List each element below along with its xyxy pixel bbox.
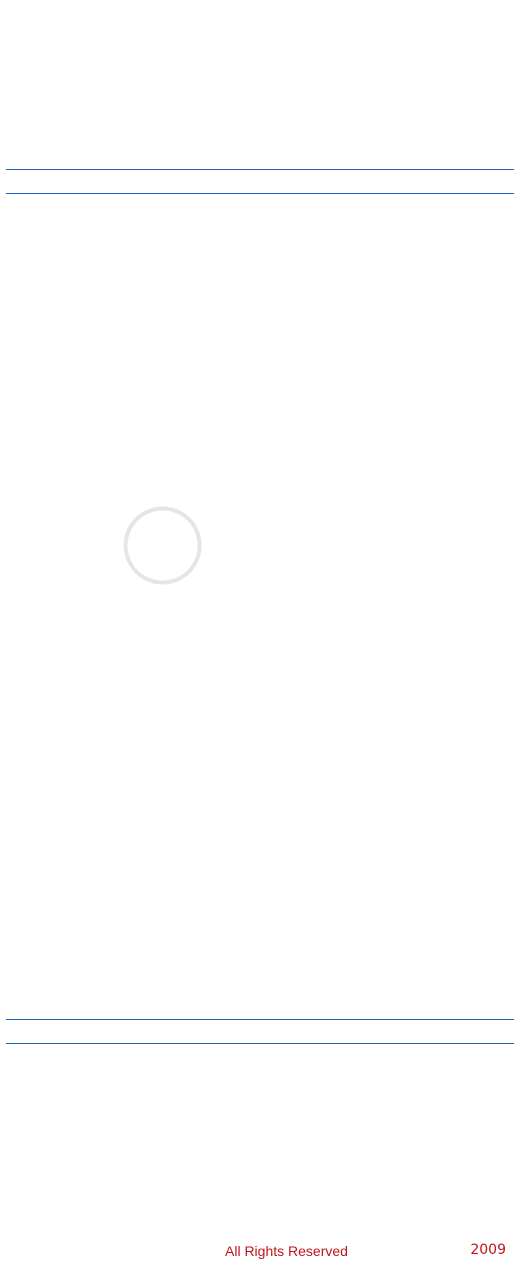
band-underline bbox=[6, 193, 514, 194]
paragraph bbox=[8, 796, 512, 988]
paragraph bbox=[8, 204, 512, 372]
paragraph bbox=[8, 92, 512, 140]
article-subheading bbox=[10, 58, 510, 86]
callout-band bbox=[6, 146, 514, 194]
footer-copyright bbox=[470, 1240, 506, 1260]
article-headline bbox=[10, 4, 510, 46]
paragraph bbox=[8, 1080, 512, 1230]
footer bbox=[0, 1238, 520, 1264]
band-underline bbox=[6, 1019, 514, 1020]
footer-copyright-year: 2009 bbox=[470, 1242, 506, 1258]
band-underline bbox=[6, 1043, 514, 1044]
footer-rights: All Rights Reserved bbox=[225, 1243, 348, 1259]
paragraph bbox=[8, 1052, 512, 1076]
watermark-tagline bbox=[191, 568, 201, 585]
callout-band bbox=[6, 996, 514, 1044]
band-underline bbox=[6, 169, 514, 170]
